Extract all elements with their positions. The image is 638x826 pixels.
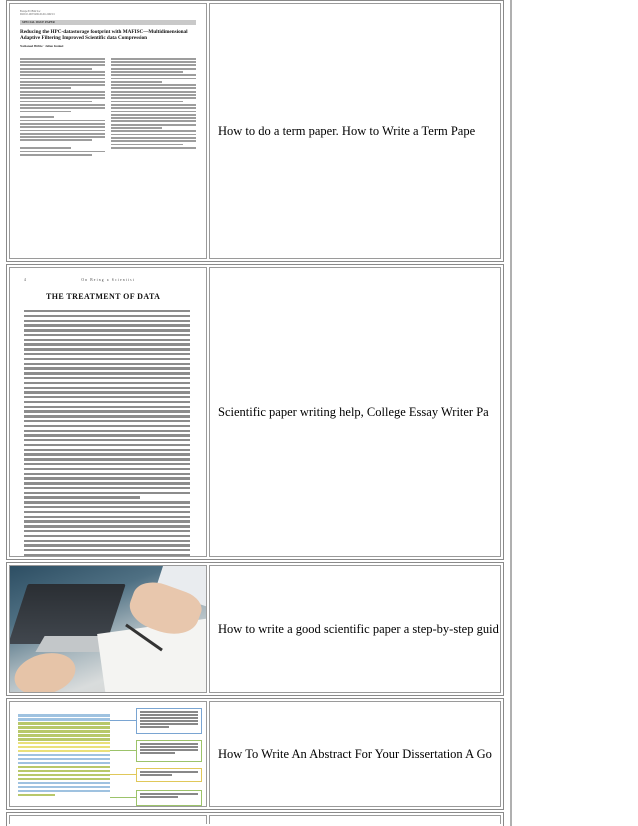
annotation-box	[136, 740, 202, 762]
connector-line	[110, 797, 136, 798]
book-body	[24, 310, 190, 557]
partial-caption[interactable]	[209, 815, 501, 824]
scroll-divider	[510, 0, 512, 826]
result-row[interactable]	[6, 698, 504, 810]
result-caption[interactable]: How To Write An Abstract For Your Dissertation A Go	[209, 701, 501, 807]
page-number: 4	[24, 278, 27, 282]
book-title: On Being a Scientist	[81, 278, 135, 282]
chapter-title: THE TREATMENT OF DATA	[46, 292, 161, 301]
result-caption[interactable]: How to do a term paper. How to Write a Term Pape	[209, 3, 501, 259]
annotation-box	[136, 708, 202, 734]
annotation-box	[136, 790, 202, 806]
annotation-box	[136, 768, 202, 782]
result-row[interactable]	[6, 562, 504, 696]
highlighted-abstract	[18, 714, 110, 798]
result-caption[interactable]: Scientific paper writing help, College Essay Writer Pa	[209, 267, 501, 557]
result-row[interactable]	[6, 0, 504, 262]
paper-title: Reducing the HPC-datastorage footprint with MAFISC—Multidimensional Adaptive Filtering Improved Scientific data Compression	[20, 28, 188, 41]
photo-thumbnail[interactable]	[9, 565, 207, 693]
running-head	[24, 278, 190, 282]
laptop-writing-photo	[10, 566, 206, 692]
paper-body	[20, 58, 196, 157]
section-band: SPECIAL ISSUE PAPER	[20, 20, 196, 25]
result-caption[interactable]: How to write a good scientific paper a step-by-step guid	[209, 565, 501, 693]
result-row[interactable]	[6, 264, 504, 560]
partial-thumbnail[interactable]	[9, 815, 207, 824]
abstract-diagram-thumbnail[interactable]	[9, 701, 207, 807]
connector-line	[110, 750, 136, 751]
paper-authors: Nathanael Hübbe · Julian Kunkel	[20, 43, 64, 48]
connector-line	[110, 720, 136, 721]
journal-header: Europe Ec Bim Soc	[20, 10, 41, 13]
paper-thumbnail[interactable]	[9, 3, 207, 259]
doi-line: DOI 10.1007/s00145-011-9023-5	[20, 13, 55, 17]
result-row-partial[interactable]	[6, 812, 504, 826]
connector-line	[110, 774, 136, 775]
book-page-thumbnail[interactable]	[9, 267, 207, 557]
